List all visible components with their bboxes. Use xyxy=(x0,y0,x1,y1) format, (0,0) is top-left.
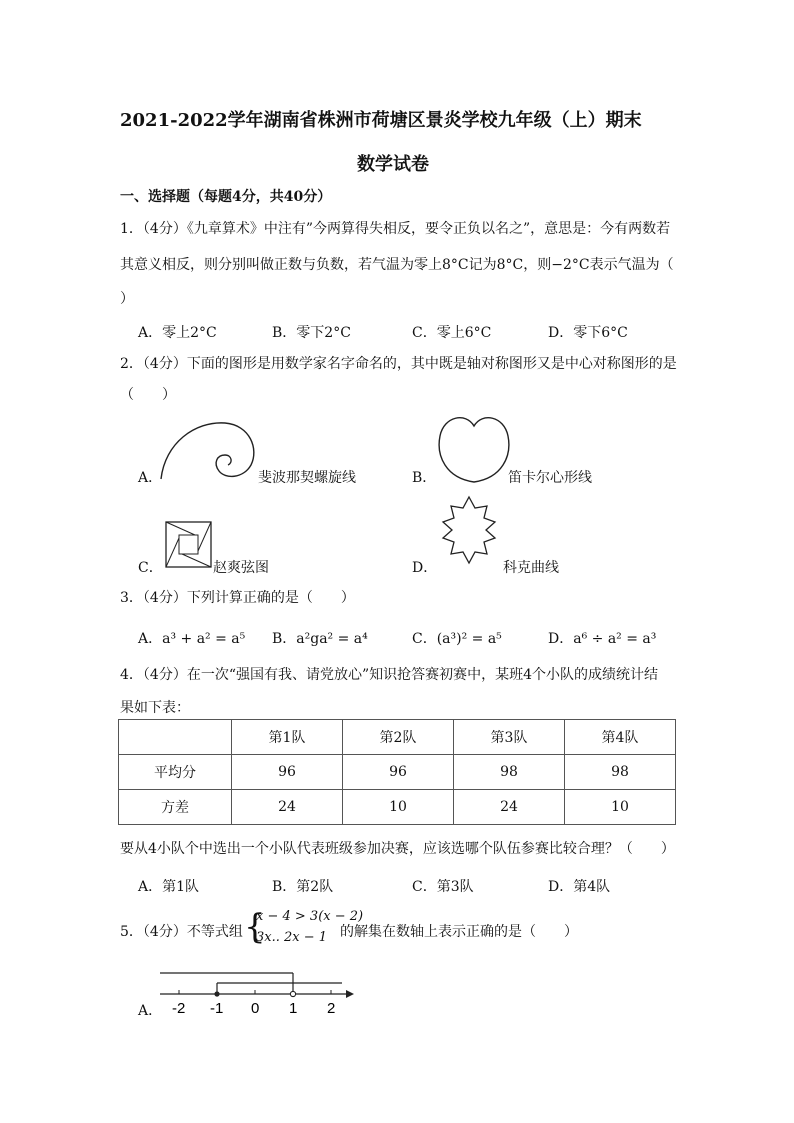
q2-option-c-name: 赵爽弦图 xyxy=(213,560,269,576)
q2-option-b-name: 笛卡尔心形线 xyxy=(508,470,592,486)
q2-line2: （ ） xyxy=(120,387,176,403)
q3-option-d: D．a⁶ ÷ a² = a³ xyxy=(548,631,657,647)
q1-option-c: C．零上6°C xyxy=(412,325,492,341)
q2-option-d-name: 科克曲线 xyxy=(503,560,559,576)
table-cell: 24 xyxy=(232,790,343,825)
fibonacci-spiral-figure xyxy=(155,413,265,483)
number-line-figure xyxy=(160,965,360,1025)
table-cell: 平均分 xyxy=(119,755,232,790)
q3-option-a: A．a³ + a² = a⁵ xyxy=(138,631,246,647)
cardioid-figure xyxy=(434,412,514,488)
table-cell: 第2队 xyxy=(343,720,454,755)
q2-option-a-name: 斐波那契螺旋线 xyxy=(258,470,356,486)
table-cell xyxy=(119,720,232,755)
table-cell: 96 xyxy=(232,755,343,790)
q1-option-a: A．零上2°C xyxy=(138,325,217,341)
section-heading: 一、选择题（每题4分，共40分） xyxy=(120,189,332,205)
open-point xyxy=(290,991,295,996)
table-cell: 10 xyxy=(343,790,454,825)
q4-option-b: B．第2队 xyxy=(272,879,334,895)
q5-suffix: 的解集在数轴上表示正确的是（ ） xyxy=(340,924,578,940)
title-line2: 数学试卷 xyxy=(357,154,429,175)
table-cell: 第4队 xyxy=(565,720,676,755)
tick-label: -2 xyxy=(172,1000,186,1017)
tick-label: 1 xyxy=(289,1000,298,1017)
system-brace: { xyxy=(244,907,266,947)
zhao-shuang-figure xyxy=(165,521,213,569)
tick-label: 2 xyxy=(327,1000,336,1017)
q4-line1: 4．（4分）在一次“强国有我、请党放心”知识抢答赛初赛中，某班4个小队的成绩统计结 xyxy=(120,667,659,683)
q5-inequality-1: x − 4 > 3(x − 2) xyxy=(256,909,364,924)
table-row xyxy=(119,790,676,825)
closed-point xyxy=(214,991,219,996)
q5-prefix: 5．（4分）不等式组 xyxy=(120,924,243,940)
q5-option-a-letter: A． xyxy=(138,1003,163,1019)
table-cell: 98 xyxy=(454,755,565,790)
q3-option-c: C．(a³)² = a⁵ xyxy=(412,631,502,647)
q4-option-d: D．第4队 xyxy=(548,879,611,895)
q2-line1: 2．（4分）下面的图形是用数学家名字命名的，其中既是轴对称图形又是中心对称图形的是 xyxy=(120,356,677,372)
q5-inequality-2: 3x.. 2x − 1 xyxy=(256,930,328,945)
table-cell: 24 xyxy=(454,790,565,825)
q4-option-a: A．第1队 xyxy=(138,879,200,895)
q2-option-c-letter: C． xyxy=(138,560,163,576)
table-cell: 98 xyxy=(565,755,676,790)
q4-option-c: C．第3队 xyxy=(412,879,474,895)
q1-option-b: B．零下2°C xyxy=(272,325,351,341)
q1-option-d: D．零下6°C xyxy=(548,325,628,341)
axis-arrow xyxy=(346,990,354,998)
q3-line1: 3．（4分）下列计算正确的是（ ） xyxy=(120,590,355,606)
q4-line3: 要从4小队个中选出一个小队代表班级参加决赛，应该选哪个队伍参赛比较合理？（ ） xyxy=(120,841,675,857)
q2-option-a-letter: A． xyxy=(138,470,163,486)
table-cell: 第3队 xyxy=(454,720,565,755)
table-cell: 方差 xyxy=(119,790,232,825)
tick-label: 0 xyxy=(251,1000,260,1017)
score-table xyxy=(118,719,676,825)
q1-line2: 其意义相反，则分别叫做正数与负数，若气温为零上8°C记为8°C，则−2°C表示气温为（ xyxy=(120,257,674,273)
q3-option-b: B．a²ga² = a⁴ xyxy=(272,631,368,647)
q2-option-d-letter: D． xyxy=(412,560,438,576)
q1-line1: 1．（4分）《九章算术》中注有”今两算得失相反，要令正负以名之”，意思是：今有两数若 xyxy=(120,221,671,237)
table-header-row xyxy=(119,720,676,755)
table-cell: 10 xyxy=(565,790,676,825)
table-row xyxy=(119,755,676,790)
q1-line3: ） xyxy=(120,291,134,307)
table-cell: 第1队 xyxy=(232,720,343,755)
q2-option-b-letter: B． xyxy=(412,470,437,486)
tick-label: -1 xyxy=(210,1000,224,1017)
title-line1: 2021-2022学年湖南省株洲市荷塘区景炎学校九年级（上）期末 xyxy=(120,110,642,131)
q4-line2: 果如下表： xyxy=(120,700,190,716)
table-cell: 96 xyxy=(343,755,454,790)
koch-curve-figure xyxy=(434,495,504,571)
